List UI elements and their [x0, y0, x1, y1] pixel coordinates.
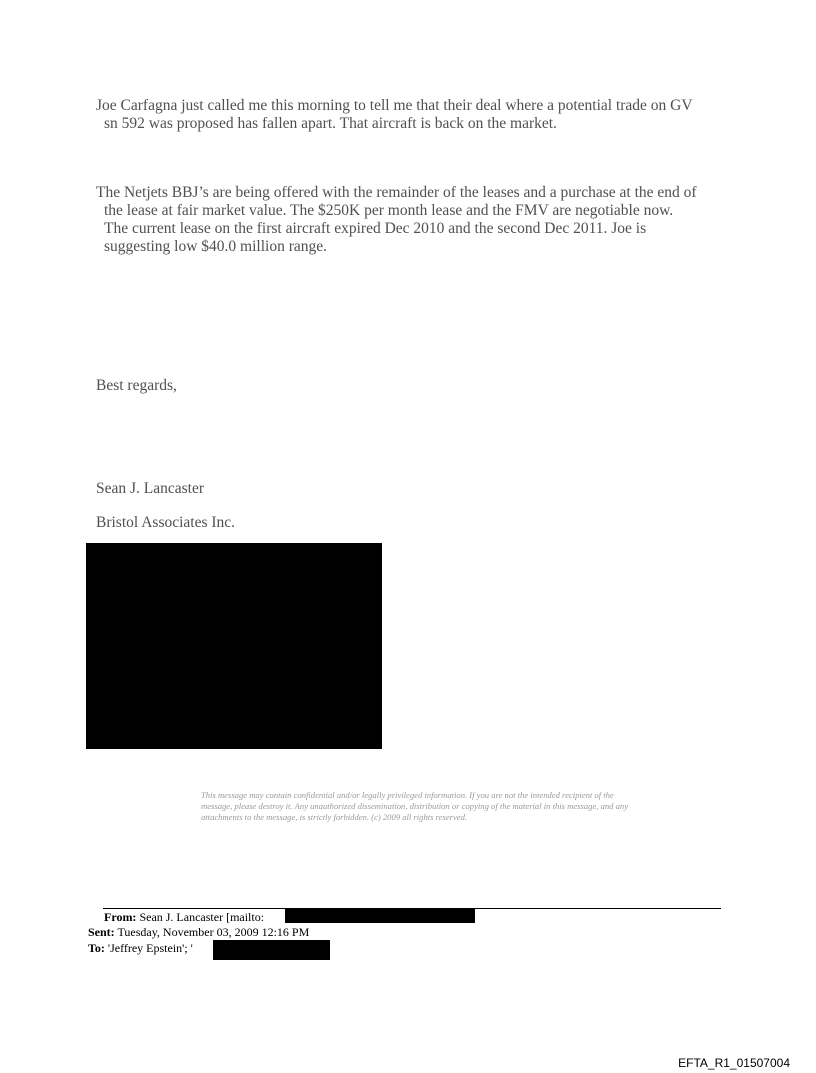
paragraph-2-line-3: The current lease on the first aircraft expired Dec 2010 and the second Dec 2011. Joe is [104, 220, 647, 237]
body-paragraph-2 [96, 184, 736, 256]
header-sent-label: Sent: [88, 925, 115, 939]
disclaimer-line-2: message, please destroy it. Any unauthorized dissemination, distribution or copying of the material in this message, and any [201, 801, 629, 811]
disclaimer-line-3: attachments to the message, is strictly forbidden. (c) 2009 all rights reserved. [201, 812, 468, 822]
paragraph-1-line-2: sn 592 was proposed has fallen apart. That aircraft is back on the market. [104, 115, 557, 132]
paragraph-1-line-1: Joe Carfagna just called me this morning to tell me that their deal where a potential trade on GV [96, 97, 693, 114]
signature-redaction-block [86, 543, 382, 749]
header-from-value: Sean J. Lancaster [mailto: [139, 910, 265, 924]
header-from-row [104, 910, 264, 924]
document-id: EFTA_R1_01507004 [678, 1056, 790, 1070]
header-to-row [88, 941, 193, 955]
header-to-label: To: [88, 941, 105, 955]
paragraph-2-line-4: suggesting low $40.0 million range. [104, 238, 328, 255]
paragraph-2-line-2: the lease at fair market value. The $250K per month lease and the FMV are negotiable now. [104, 202, 674, 219]
from-email-redaction [285, 909, 475, 923]
header-from-label: From: [104, 910, 137, 924]
header-sent-row [88, 925, 309, 939]
signature-company: Bristol Associates Inc. [96, 514, 236, 531]
header-to-value: 'Jeffrey Epstein'; ' [107, 941, 193, 955]
closing-text: Best regards, [96, 377, 177, 394]
header-sent-value: Tuesday, November 03, 2009 12:16 PM [117, 925, 310, 939]
to-recipient-redaction [213, 940, 330, 960]
body-paragraph-1 [96, 97, 736, 133]
signature-name: Sean J. Lancaster [96, 480, 205, 497]
confidentiality-disclaimer [201, 790, 731, 823]
paragraph-2-line-1: The Netjets BBJ’s are being offered with the remainder of the leases and a purchase at the end of [96, 184, 697, 201]
disclaimer-line-1: This message may contain confidential and/or legally privileged information. If you are not the intended recipient of the [201, 790, 614, 800]
